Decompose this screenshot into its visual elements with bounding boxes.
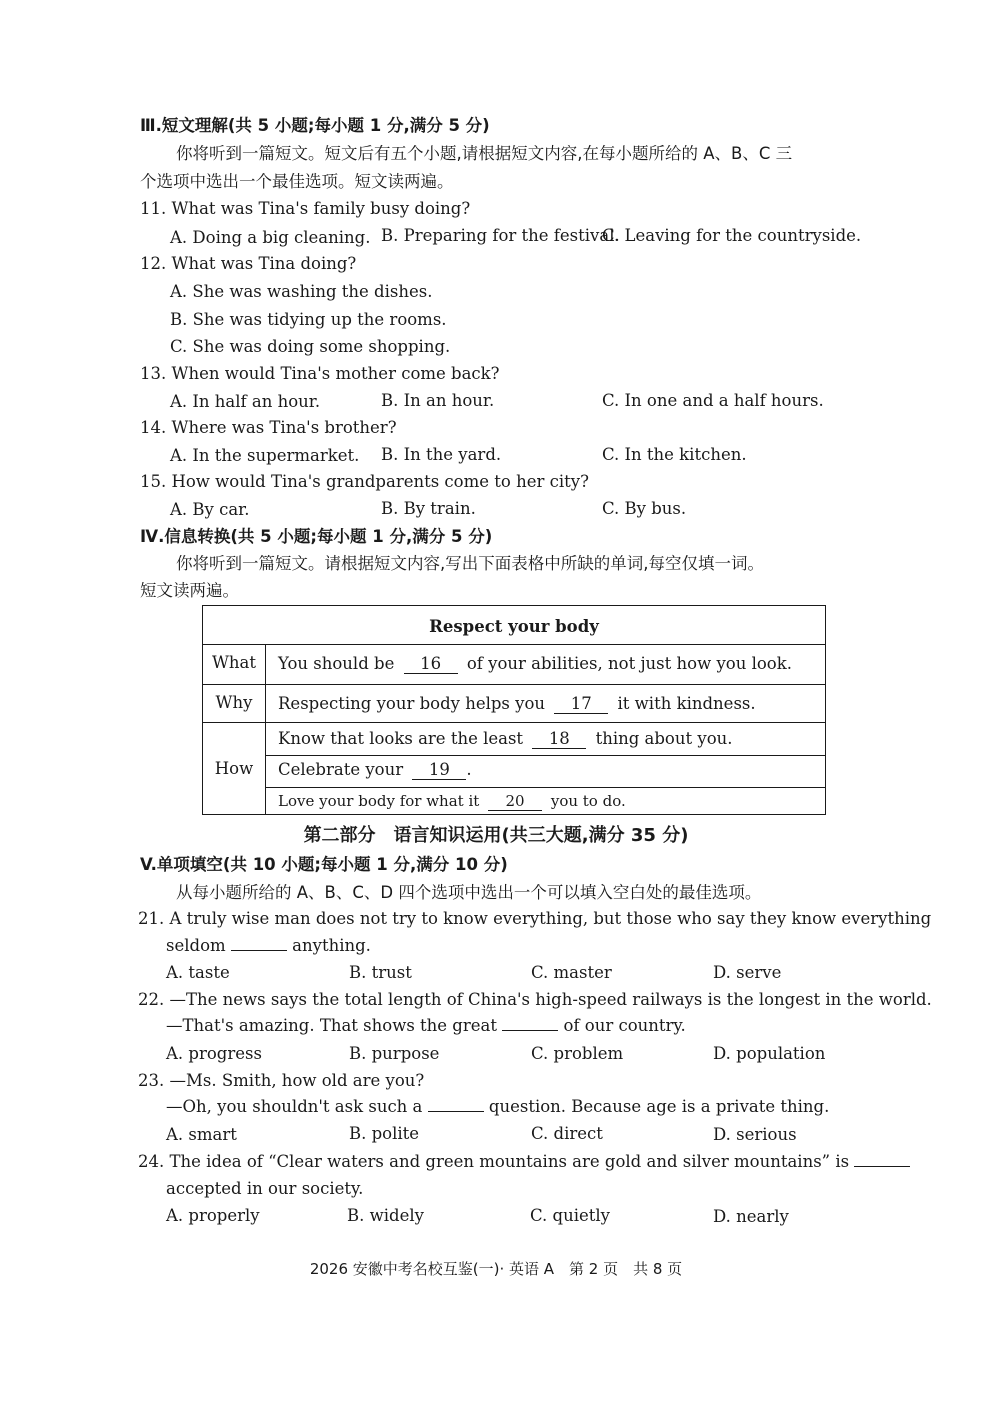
- info-table: [202, 605, 826, 815]
- question-14-option-c: C. In the kitchen.: [602, 445, 747, 464]
- question-24-stem-line2: accepted in our society.: [166, 1179, 364, 1198]
- question-24-stem-text: 24. The idea of “Clear waters and green mountains are gold and silver mountains” is: [138, 1152, 850, 1171]
- question-24-stem-line1: [138, 1150, 910, 1174]
- question-12-stem: 12. What was Tina doing?: [140, 254, 357, 273]
- question-21-stem-part-b: anything.: [292, 936, 371, 955]
- question-13-option-b: B. In an hour.: [381, 391, 495, 410]
- question-21-option-b: B. trust: [349, 963, 412, 982]
- question-14-stem: 14. Where was Tina's brother?: [140, 418, 397, 437]
- section5-title: V.单项填空(共 10 小题;每小题 1 分,满分 10 分): [140, 855, 508, 874]
- question-23-stem-part-a: —Oh, you shouldn't ask such a: [166, 1097, 423, 1116]
- question-12-option-b: B. She was tidying up the rooms.: [170, 310, 447, 329]
- section4-instructions-line1: 你将听到一篇短文。请根据短文内容,写出下面表格中所缺的单词,每空仅填一词。: [176, 554, 764, 573]
- table-r3-text-pre: Know that looks are the least: [278, 729, 524, 748]
- table-row-why: [203, 684, 825, 722]
- question-13-stem: 13. When would Tina's mother come back?: [140, 364, 500, 383]
- question-21-stem-line2: [166, 934, 371, 958]
- table-r4-text-post: .: [466, 760, 472, 779]
- table-cell-how-3: [278, 792, 626, 811]
- question-21-option-c: C. master: [531, 963, 612, 982]
- table-r1-text-pre: You should be: [278, 654, 395, 673]
- table-cell-what: [278, 654, 792, 674]
- table-title: Respect your body: [429, 617, 599, 636]
- table-r5-text-post: you to do.: [550, 792, 626, 810]
- question-22-stem-line2: [166, 1014, 686, 1038]
- table-cell-how-2: [278, 760, 472, 780]
- question-23-stem-line2: [166, 1095, 829, 1119]
- question-23-option-b: B. polite: [349, 1124, 420, 1143]
- question-22-stem-line1: 22. —The news says the total length of China's high-speed railways is the longest in the world.: [138, 990, 932, 1009]
- table-r1-text-post: of your abilities, not just how you look.: [466, 654, 792, 673]
- table-r5-text-pre: Love your body for what it: [278, 792, 480, 810]
- blank-16: 16: [404, 655, 458, 674]
- question-12-option-a: A. She was washing the dishes.: [170, 282, 433, 301]
- question-11-option-c: C. Leaving for the countryside.: [602, 226, 862, 245]
- question-15-option-c: C. By bus.: [602, 499, 687, 518]
- question-21-stem-line1: 21. A truly wise man does not try to know everything, but those who say they know everything: [138, 909, 932, 928]
- question-22-option-c: C. problem: [531, 1044, 624, 1063]
- section4-instructions-line2: 短文读两遍。: [140, 581, 239, 600]
- question-14-option-a: A. In the supermarket.: [170, 446, 360, 465]
- question-24-option-b: B. widely: [347, 1206, 424, 1225]
- question-21-blank: [231, 950, 287, 951]
- blank-17: 17: [554, 695, 608, 714]
- blank-18: 18: [532, 730, 586, 749]
- question-23-option-c: C. direct: [531, 1124, 603, 1143]
- question-23-option-a: A. smart: [166, 1125, 237, 1144]
- table-row-how: [203, 722, 825, 816]
- question-22-stem-part-a: —That's amazing. That shows the great: [166, 1016, 497, 1035]
- question-23-blank: [428, 1111, 484, 1112]
- question-21-option-a: A. taste: [166, 963, 230, 982]
- blank-20: 20: [488, 792, 542, 811]
- question-22-stem-part-b: of our country.: [563, 1016, 686, 1035]
- part2-title: 第二部分 语言知识运用(共三大题,满分 35 分): [303, 825, 689, 846]
- table-r2-text-pre: Respecting your body helps you: [278, 694, 546, 713]
- table-r3-text-post: thing about you.: [595, 729, 733, 748]
- question-24-option-c: C. quietly: [530, 1206, 610, 1225]
- table-label-why: Why: [215, 693, 253, 712]
- question-23-option-d: D. serious: [713, 1125, 797, 1144]
- question-15-option-b: B. By train.: [381, 499, 476, 518]
- question-22-option-b: B. purpose: [349, 1044, 440, 1063]
- question-24-option-a: A. properly: [166, 1206, 260, 1225]
- question-14-option-b: B. In the yard.: [381, 445, 502, 464]
- section4-title: Ⅳ.信息转换(共 5 小题;每小题 1 分,满分 5 分): [140, 527, 493, 546]
- question-21-stem-part-a: seldom: [166, 936, 226, 955]
- question-22-option-a: A. progress: [166, 1044, 262, 1063]
- question-24-option-d: D. nearly: [713, 1207, 789, 1226]
- blank-19: 19: [412, 761, 466, 780]
- question-11-option-b: B. Preparing for the festival.: [381, 226, 620, 245]
- question-23-stem-part-b: question. Because age is a private thing.: [488, 1097, 830, 1116]
- table-label-what: What: [211, 653, 257, 672]
- section3-instructions-line2: 个选项中选出一个最佳选项。短文读两遍。: [140, 172, 454, 191]
- table-cell-why: [278, 694, 756, 714]
- table-row-what: [203, 644, 825, 684]
- section3-instructions-line1: 你将听到一篇短文。短文后有五个小题,请根据短文内容,在每小题所给的 A、B、C 三: [176, 144, 793, 163]
- question-15-option-a: A. By car.: [170, 500, 250, 519]
- table-cell-how-1: [278, 729, 733, 749]
- table-r2-text-post: it with kindness.: [617, 694, 756, 713]
- page-footer: 2026 安徽中考名校互鉴(一)· 英语 A 第 2 页 共 8 页: [309, 1260, 683, 1278]
- question-11-option-a: A. Doing a big cleaning.: [170, 228, 371, 247]
- question-23-stem-line1: 23. —Ms. Smith, how old are you?: [138, 1071, 425, 1090]
- question-22-blank: [502, 1030, 558, 1031]
- question-13-option-c: C. In one and a half hours.: [602, 391, 824, 410]
- question-13-option-a: A. In half an hour.: [170, 392, 321, 411]
- table-label-how: How: [214, 759, 254, 778]
- question-24-blank: [854, 1166, 910, 1167]
- question-21-option-d: D. serve: [713, 963, 782, 982]
- question-11-stem: 11. What was Tina's family busy doing?: [140, 199, 471, 218]
- question-22-option-d: D. population: [713, 1044, 826, 1063]
- question-12-option-c: C. She was doing some shopping.: [170, 337, 451, 356]
- question-15-stem: 15. How would Tina's grandparents come to her city?: [140, 472, 589, 491]
- table-r4-text-pre: Celebrate your: [278, 760, 404, 779]
- section3-title: Ⅲ.短文理解(共 5 小题;每小题 1 分,满分 5 分): [140, 116, 490, 135]
- section5-instructions: 从每小题所给的 A、B、C、D 四个选项中选出一个可以填入空白处的最佳选项。: [176, 883, 762, 902]
